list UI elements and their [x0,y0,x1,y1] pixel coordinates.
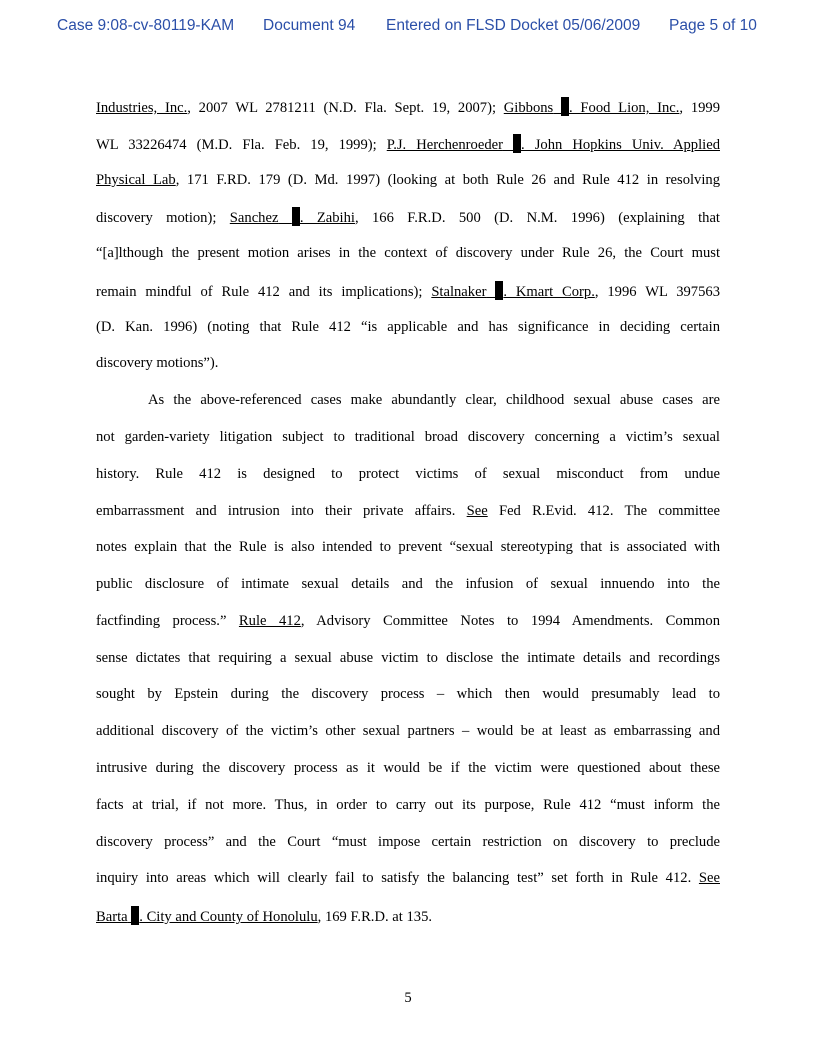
text-line: additional discovery of the victim’s other sexual partners – would be at least as embarrassing and [96,723,720,739]
text-line: WL 33226474 (M.D. Fla. Feb. 19, 1999); P.J. Herchenroeder . John Hopkins Univ. Applied [96,134,720,154]
docket-entry-date: Entered on FLSD Docket 05/06/2009 [386,17,641,34]
text-line: As the above-referenced cases make abundantly clear, childhood sexual abuse cases are [148,392,720,408]
text-line: inquiry into areas which will clearly fail to satisfy the balancing test” set forth in Rule 412. See [96,870,720,886]
text-line: notes explain that the Rule is also intended to prevent “sexual stereotyping that is associated with [96,539,720,555]
case-number: Case 9:08-cv-80119-KAM [57,17,235,34]
text-line: factfinding process.” Rule 412, Advisory Committee Notes to 1994 Amendments. Common [96,613,720,629]
text-line: Industries, Inc., 2007 WL 2781211 (N.D. Fla. Sept. 19, 2007); Gibbons . Food Lion, Inc., 1999 [96,97,720,117]
redaction-mark [292,207,300,226]
text-line: public disclosure of intimate sexual details and the infusion of sexual innuendo into the [96,576,720,592]
text-line: Barta . City and County of Honolulu, 169 F.R.D. at 135. [96,906,720,926]
redaction-mark [561,97,569,116]
text-line: sense dictates that requiring a sexual abuse victim to disclose the intimate details and recordings [96,650,720,666]
redaction-mark [513,134,521,153]
text-line: facts at trial, if not more. Thus, in order to carry out its purpose, Rule 412 “must inform the [96,797,720,813]
text-line: discovery process” and the Court “must impose certain restriction on discovery to preclude [96,834,720,850]
text-line: (D. Kan. 1996) (noting that Rule 412 “is applicable and has significance in deciding certain [96,319,720,335]
text-line: not garden-variety litigation subject to traditional broad discovery concerning a victim’s sexual [96,429,720,445]
text-line: intrusive during the discovery process as it would be if the victim were questioned about these [96,760,720,776]
text-line: embarrassment and intrusion into their private affairs. See Fed R.Evid. 412. The committee [96,503,720,519]
text-line: remain mindful of Rule 412 and its implications); Stalnaker . Kmart Corp., 1996 WL 397563 [96,281,720,301]
text-line: sought by Epstein during the discovery process – which then would presumably lead to [96,686,720,702]
text-line: discovery motions”). [96,355,219,371]
page-number: 5 [404,990,412,1006]
document-number: Document 94 [263,17,356,34]
text-line: discovery motion); Sanchez . Zabihi, 166 F.R.D. 500 (D. N.M. 1996) (explaining that [96,207,720,227]
text-line: Physical Lab, 171 F.RD. 179 (D. Md. 1997) (looking at both Rule 26 and Rule 412 in resolving [96,172,720,188]
docket-header [0,17,816,39]
text-line: history. Rule 412 is designed to protect victims of sexual misconduct from undue [96,466,720,482]
text-line: “[a]lthough the present motion arises in the context of discovery under Rule 26, the Court must [96,245,720,261]
page-of-pages: Page 5 of 10 [669,17,757,34]
